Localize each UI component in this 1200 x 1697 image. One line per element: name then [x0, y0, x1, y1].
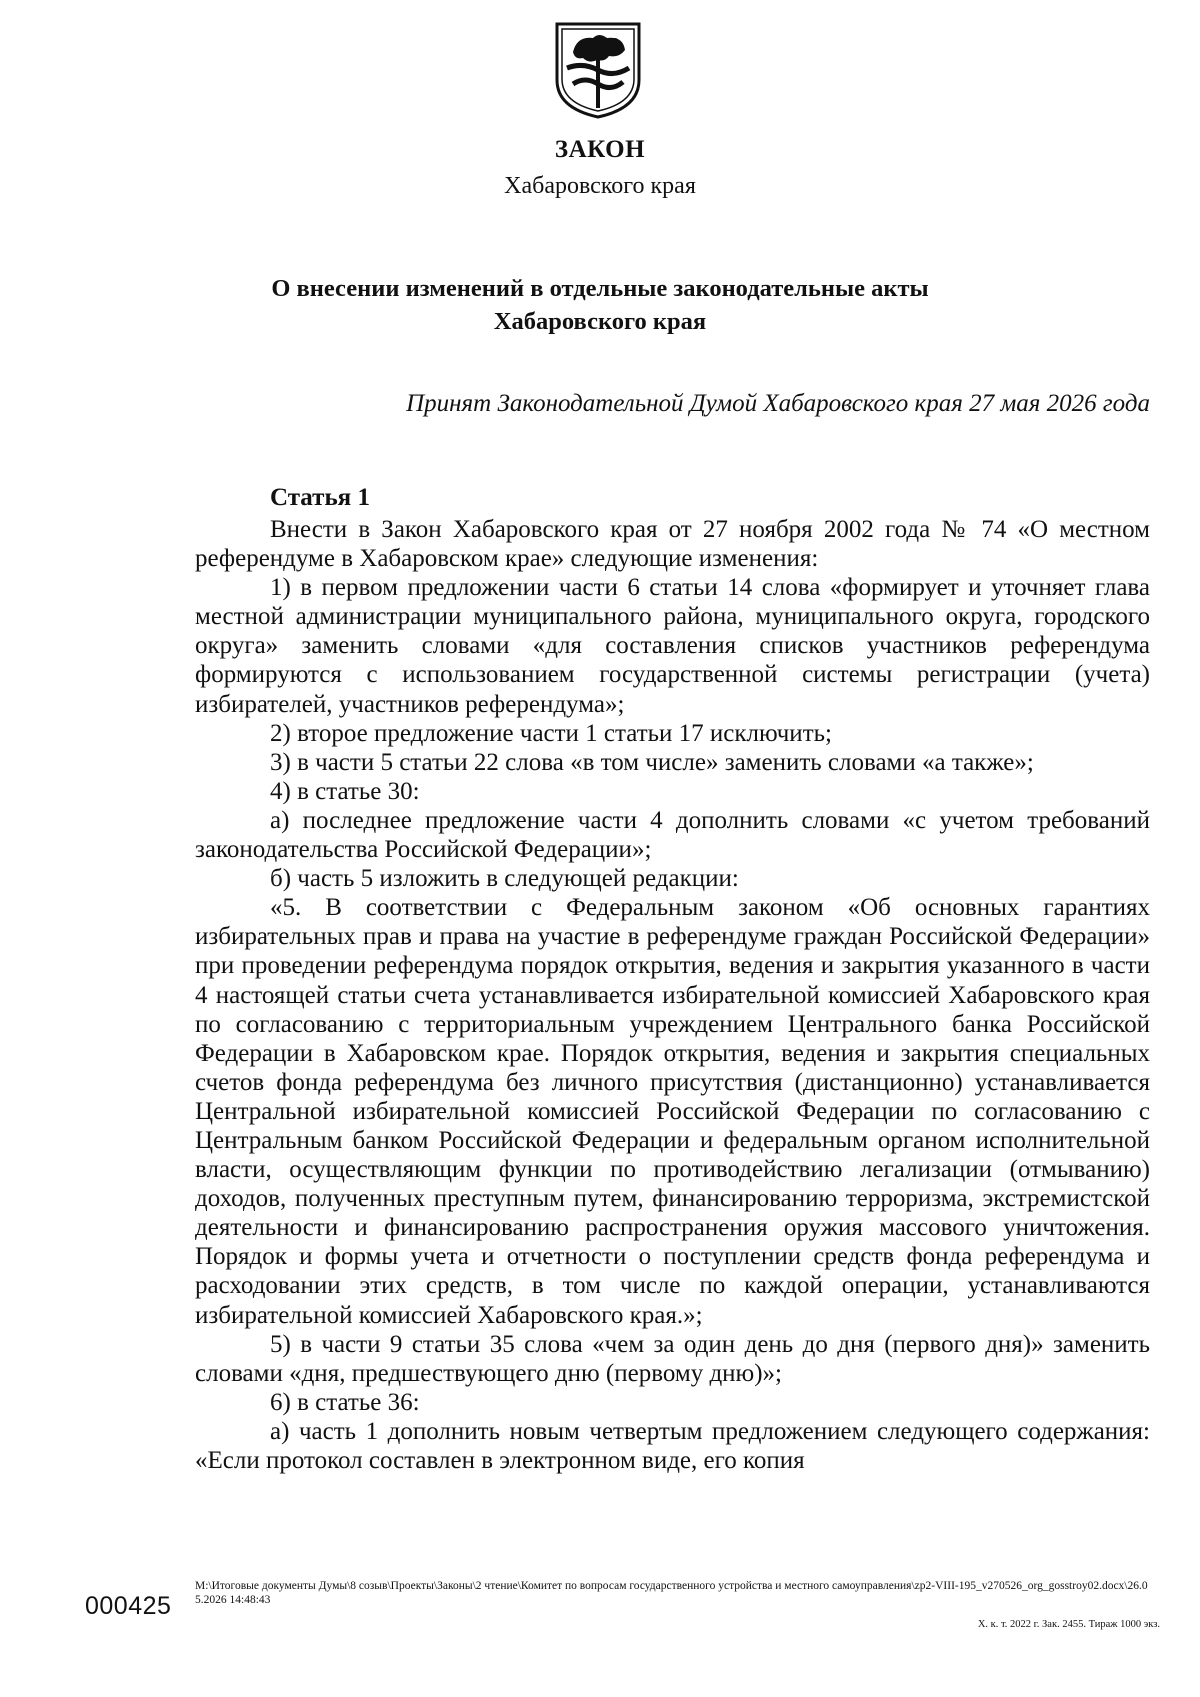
- paragraph: 6) в статье 36:: [270, 1388, 420, 1416]
- law-region: Хабаровского края: [504, 173, 696, 199]
- paragraph: 3) в части 5 статьи 22 слова «в том числе» заменить словами «а также»;: [270, 748, 1034, 776]
- paragraph: а) часть 1 дополнить новым четвертым предложением следующего содержания: «Если протокол составлен в электронном виде, его копия: [195, 1417, 1150, 1474]
- act-title: [250, 272, 950, 338]
- adoption-note: Принят Законодательной Думой Хабаровского края 27 мая 2026 года: [406, 390, 1150, 417]
- act-title-line: Хабаровского края: [493, 308, 707, 335]
- print-info: Х. к. т. 2022 г. Зак. 2455. Тираж 1000 экз.: [977, 1619, 1160, 1630]
- law-title: ЗАКОН: [554, 136, 646, 163]
- paragraph: 2) второе предложение части 1 статьи 17 исключить;: [270, 719, 832, 747]
- act-title-line: О внесении изменений в отдельные законодательные акты: [271, 275, 929, 302]
- paragraph: 5) в части 9 статьи 35 слова «чем за один день до дня (первого дня)» заменить словами «дня, предшествующего дню (первому дню)»;: [195, 1330, 1150, 1387]
- paragraph: «5. В соответствии с Федеральным законом «Об основных гарантиях избирательных прав и права на участие в референдуме граждан Российской Федерации» при проведении референдума порядок открытия, ведения и закрытия указанного в части 4 настоящей статьи счета устанавливается избирательной комиссией Хабаровского края по согласованию с территориальным учреждением Центрального банка Российской Федерации в Хабаровском крае. Порядок открытия, ведения и закрытия специальных счетов фонда референдума без личного присутствия (дистанционно) устанавливается Центральной избирательной комиссией Российской Федерации по согласованию с Центральным банком Российской Федерации и федеральным органом исполнительной власти, осуществляющим функции по противодействию легализации (отмыванию) доходов, полученных преступным путем, финансированию терроризма, экстремистской деятельности и финансированию распространения оружия массового уничтожения. Порядок и формы учета и отчетности о поступлении средств фонда референдума и расходовании этих средств, в том числе по каждой операции, устанавливаются избирательной комиссией Хабаровского края.»;: [195, 894, 1150, 1329]
- coat-of-arms-icon: [553, 18, 643, 120]
- article-body: [195, 515, 1150, 1475]
- paragraph: Внести в Закон Хабаровского края от 27 ноября 2002 года № 74 «О местном референдуме в Хабаровском крае» следующие изменения:: [195, 516, 1150, 573]
- document-number: 000425: [85, 1592, 172, 1620]
- paragraph: а) последнее предложение части 4 дополнить словами «с учетом требований законодательства Российской Федерации»;: [195, 806, 1150, 864]
- file-path: M:\Итоговые документы Думы\8 созыв\Проекты\Законы\2 чтение\Комитет по вопросам государственного устройства и местного самоуправления\zp2-VIII-195_v270526_org_gosstroy02.docx\26.05.2026 14:48:43: [195, 1580, 1148, 1606]
- paragraph: 1) в первом предложении части 6 статьи 14 слова «формирует и уточняет глава местной администрации муниципального района, муниципального округа, городского округа» заменить словами «для составления списков участников референдума формируются с использованием государственной системы регистрации (учета) избирателей, участников референдума»;: [195, 574, 1150, 718]
- paragraph: 4) в статье 30:: [270, 777, 420, 805]
- article-heading: Статья 1: [270, 484, 370, 511]
- paragraph: б) часть 5 изложить в следующей редакции:: [270, 865, 739, 893]
